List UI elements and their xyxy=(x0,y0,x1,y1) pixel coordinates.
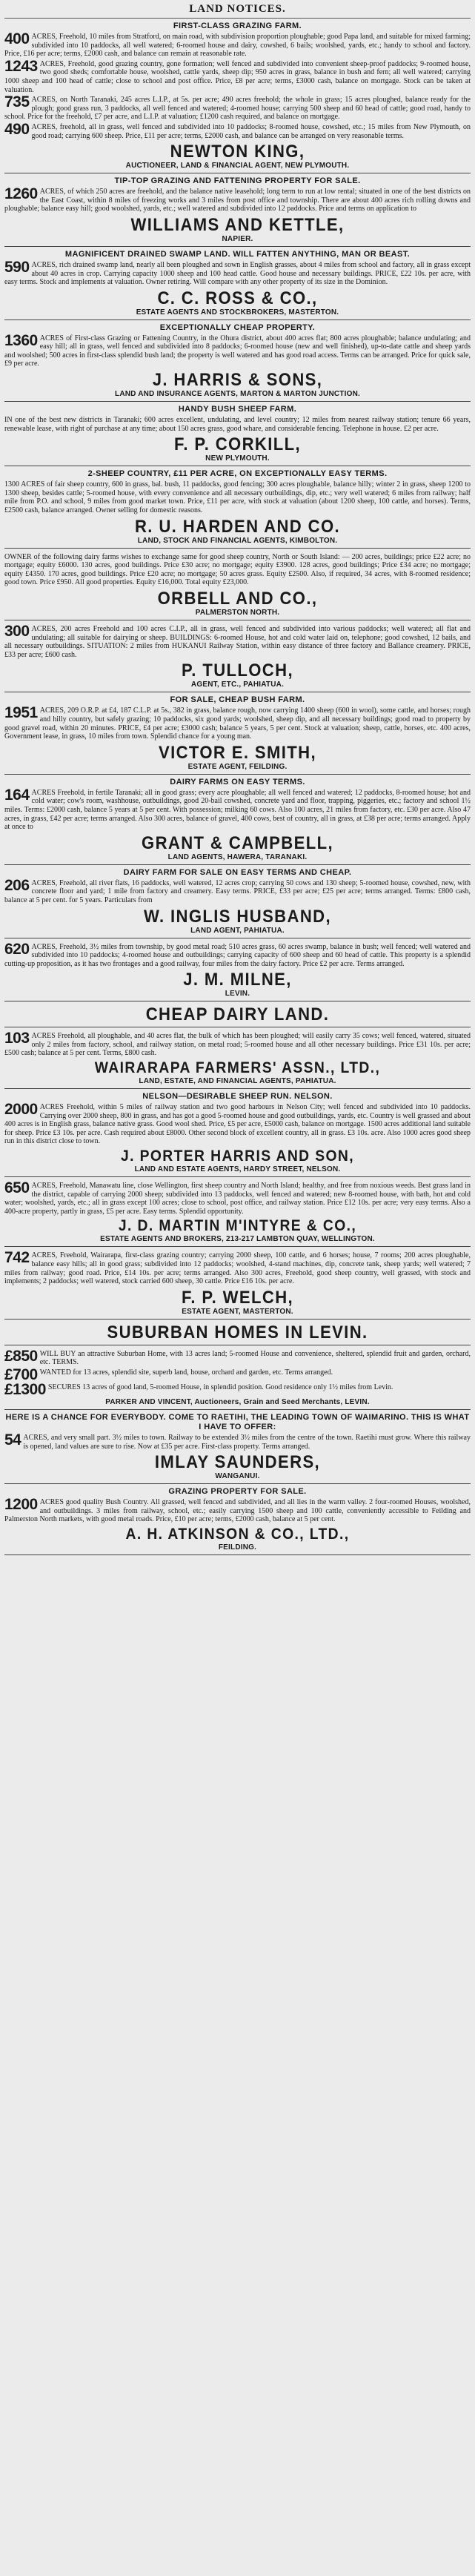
listing-text: ACRES good quality Bush Country. All grassed, well fenced and subdivided, and all lies in the warm valley. 2 four-roomed Houses, woolshed, and outbuildings. 3 miles from railway, school, etc.; easily carrying 1500 sheep and 100 cattle, conveniently accessible to Feilding and Palmerston North markets, with good metal roads. Price, £10 per acre; terms, £2000 cash, balance at 5 per cent. xyxy=(4,1498,471,1524)
advertisement xyxy=(4,1321,471,1345)
agent-name: F. P. CORKILL, xyxy=(173,434,302,455)
listing-text: ACRES of First-class Grazing or Fattening Country, in the Ohura district, about 400 acres flat; 800 acres ploughable; balance undulating; and easy hill; all in grass, well fenced and subdivided into 8 paddocks; 6-roomed house (new and well finished), up-to-date cattle and sheep yards and woolshed; 500 acres in first-class splendid bush land; the property is well watered and has good road access. Terms can be arranged. Price for quick sale, £9 per acre. xyxy=(4,334,471,368)
listing-acreage: 1260 xyxy=(4,185,38,203)
listing-acreage: 742 xyxy=(4,1249,30,1267)
listing-text: ACRES, Freehold, 10 miles from Stratford, on main road, with subdivision proportion ploughable; good Papa land, and suitable for mixed farming; subdivided into 10 paddocks, all well watered; 6-roomed house and dairy, cowshed, 6 bails; woolshed, yards, etc.; handy to school and factory. Price, £16 per acre; terms, £2000 cash, and balance can remain at reasonable rate. xyxy=(4,33,471,59)
agent-address: AUCTIONEER, LAND & FINANCIAL AGENT, NEW PLYMOUTH. xyxy=(125,162,350,170)
listing-acreage: 300 xyxy=(4,623,30,640)
listing-acreage: £700 xyxy=(4,1365,38,1383)
section-masthead: LAND NOTICES. xyxy=(4,3,471,19)
advertisement xyxy=(4,1248,471,1319)
ad-heading: DAIRY FARMS ON EASY TERMS. xyxy=(170,777,305,787)
advertisement xyxy=(4,1179,471,1247)
advertisement xyxy=(4,776,471,865)
listing-text: ACRES, and very small part. 3½ miles to town. Railway to be extended 3½ miles from the centre of the town. Raetihi must grow. Where this railway is opened, land values are sure to rise. Now at £35 per acre. First-class property. Terms arranged. xyxy=(23,1433,471,1451)
ad-heading: FIRST-CLASS GRAZING FARM. xyxy=(173,21,302,30)
advertisement xyxy=(4,1003,471,1027)
listing-entry xyxy=(4,185,471,213)
listing-entry xyxy=(4,480,471,514)
agent-name: WILLIAMS AND KETTLE, xyxy=(130,214,345,235)
listing-acreage: 164 xyxy=(4,786,30,804)
ad-heading: TIP-TOP GRAZING AND FATTENING PROPERTY FOR SALE. xyxy=(114,176,361,186)
listing-acreage: 206 xyxy=(4,876,30,894)
agent-name: IMLAY SAUNDERS, xyxy=(154,1452,321,1473)
advertisement xyxy=(4,468,471,548)
listing-acreage: 400 xyxy=(4,30,30,47)
listing-acreage: 590 xyxy=(4,258,30,276)
listing-text: ACRES, on North Taranaki, 245 acres L.I.P., at 5s. per acre; 490 acres freehold; the whole in grass; 15 acres ploughed, balance ready for the plough; good grass run, 3 paddocks, all well fenced and watered; 4-roomed house; carrying 500 sheep and 60 head of cattle; good road, handy to school. Price for the freehold, £7 per acre, and L.I.P. at valuation; £1200 cash required, and balance on mortgage. xyxy=(4,96,471,122)
listing-text: ACRES, of which 250 acres are freehold, and the balance native leasehold; long term to run at low rental; situated in one of the best districts on the East Coast, within 8 miles of freezing works and 3 miles from post office and township. There are about 400 acres rich rolling downs and ploughable; balance easy hill; good woolshed, yards, etc.; well watered and subdivided into 12 paddocks. Price and terms on application to xyxy=(4,188,471,213)
agent-name: GRANT & CAMPBELL, xyxy=(142,832,333,853)
agent-address: ESTATE AGENT, MASTERTON. xyxy=(182,1307,293,1316)
listing-acreage: 490 xyxy=(4,120,30,138)
agent-address: LAND, STOCK AND FINANCIAL AGENTS, KIMBOLTON. xyxy=(137,536,338,545)
agent-address: ESTATE AGENTS AND BROKERS, 213-217 LAMBTON QUAY, WELLINGTON. xyxy=(100,1235,375,1244)
advertisement xyxy=(4,867,471,938)
agent-name: WAIRARAPA FARMERS' ASSN., LTD., xyxy=(94,1059,381,1077)
advertisement-column xyxy=(4,20,471,1555)
agent-name: R. U. HARDEN AND CO. xyxy=(134,516,341,537)
agent-name: J. M. MILNE, xyxy=(183,970,292,990)
ad-heading: NELSON—DESIRABLE SHEEP RUN. NELSON. xyxy=(142,1092,333,1102)
agent-name: J. PORTER HARRIS AND SON, xyxy=(120,1148,355,1165)
listing-text: WILL BUY an attractive Suburban Home, with 13 acres land; 5-roomed House and convenience, sheltered, splendid fruit and garden, orchard, etc. TERMS. xyxy=(39,1349,471,1367)
advertisement xyxy=(4,248,471,320)
listing-entry xyxy=(4,57,471,94)
advertisement xyxy=(4,20,471,173)
ad-heading: HANDY BUSH SHEEP FARM. xyxy=(178,405,297,414)
advertisement xyxy=(4,1411,471,1484)
agent-address: WANGANUI. xyxy=(215,1472,260,1481)
agent-name: C. C. ROSS & CO., xyxy=(157,288,318,308)
listing-entry xyxy=(4,553,471,587)
agent-name: F. P. WELCH, xyxy=(181,1287,294,1308)
listing-text: ACRES, Freehold, 3½ miles from township, by good metal road; 510 acres grass, 60 acres swamp, balance in bush; well fenced; well watered and subdivided into 10 paddocks; 4-roomed house and outbuildings; carrying capacity of 600 sheep and 60 head of cattle. This property is a splendid cutting-up proposition, as it has two frontages and a good railway, four miles from the dairy factory. Price £2 per acre. Terms arranged. xyxy=(4,942,471,968)
ad-heading: MAGNIFICENT DRAINED SWAMP LAND. WILL FATTEN ANYTHING, MAN OR BEAST. xyxy=(64,249,411,259)
listing-acreage: 54 xyxy=(4,1431,21,1448)
listing-entry xyxy=(4,876,471,905)
agent-name: VICTOR E. SMITH, xyxy=(158,742,317,763)
agent-name: CHEAP DAIRY LAND. xyxy=(145,1004,330,1025)
listing-acreage: 2000 xyxy=(4,1101,38,1119)
listing-entry xyxy=(4,1380,471,1398)
listing-entry xyxy=(4,786,471,832)
ad-heading: FOR SALE, CHEAP BUSH FARM. xyxy=(170,695,305,705)
agent-address: LAND AND INSURANCE AGENTS, MARTON & MARTON JUNCTION. xyxy=(115,390,360,399)
listing-entry xyxy=(4,30,471,59)
listing-text: ACRES, 209 O.R.P. at £4, 187 C.L.P. at 5s., 382 in grass, balance rough, now carrying 1400 sheep (600 in wool), some cattle, and horses; rough and hilly country, but safely grazing; 10 paddocks, six good yards; woolshed, sheep dip, and all necessary buildings; good road to property by good gravel road, within 20 minutes. PRICE, £4 per acre; £3000 cash; balance 5 years, 5 per cent. Stock at valuation; sheep, cattle, horses, etc. 400 acres, Government lease, in grass, 10 miles from town. Splendid chance for a young man. xyxy=(4,706,471,741)
listing-text: ACRES, rich drained swamp land, nearly all been ploughed and sown in English grasses, about 4 miles from school and factory, all in grass except about 40 acres in crop. Carrying capacity 1000 sheep and 100 head cattle. Good house and necessary buildings. PRICE, £22 10s. per acre, with easy terms. Stock and implements at valuation. Owner retiring. Will compare with any other property of its size in the Dominion. xyxy=(4,260,471,287)
agent-name: SUBURBAN HOMES IN LEVIN. xyxy=(107,1322,368,1342)
agent-name: J. HARRIS & SONS, xyxy=(152,370,323,391)
listing-acreage: 1951 xyxy=(4,704,38,722)
advertisement xyxy=(4,1090,471,1177)
listing-text: WANTED for 13 acres, splendid site, superb land, house, orchard and garden, etc. Terms arranged. xyxy=(39,1368,333,1377)
listing-acreage: 1200 xyxy=(4,1496,38,1514)
listing-entry xyxy=(4,258,471,287)
agent-name: W. INGLIS HUSBAND, xyxy=(143,906,331,927)
listing-text: ACRES Freehold, within 5 miles of railway station and two good harbours in Nelson City; well fenced and subdivided into 10 paddocks. Carrying over 2000 sheep, 800 in grass, and has got a good 5-roomed house and good outbuildings, yards, etc. Country is well grassed and about 400 acres is in English grass, balance native grass. Good wool shed. Price, £5 per acre, £5000 cash, balance on mortgage. 1500 acres additional land suitable for sheep. Price £3 10s. per acre. Cash required about £8000. Other second block of excellent country, all in grass. £3 10s. acre. Also 1000 acres good sheep run in this district close to town. xyxy=(4,1103,471,1146)
listing-acreage: 650 xyxy=(4,1179,30,1197)
listing-acreage: 103 xyxy=(4,1030,30,1047)
listing-entry xyxy=(4,331,471,368)
agent-address: FEILDING. xyxy=(218,1543,257,1552)
listing-entry xyxy=(4,1347,471,1367)
agent-name: A. H. ATKINSON & CO., LTD., xyxy=(125,1525,350,1543)
advertisement xyxy=(4,403,471,466)
listing-text: ACRES, Freehold, Manawatu line, close Wellington, first sheep country and North Island; healthy, and free from noxious weeds. Best grass land in the district, capable of carrying 2000 sheep; subdivided into 13 paddocks, well fenced and watered; new 8-roomed house, with bath, hot and cold water; woolshed, yards, etc.; all in grass except 100 acres; close to school, post office, and railway station. Price £12 10s. per acre; very easy terms. Also a 400-acre property, partly in grass, £5 per acre. Easy terms. Splendid opportunity. xyxy=(4,1182,471,1216)
listing-acreage: 1243 xyxy=(4,57,38,75)
listing-entry xyxy=(4,1103,471,1146)
listing-text: ACRES, Freehold, all river flats, 16 paddocks, well watered, 12 acres crop; carrying 50 cows and 130 sheep; 5-roomed house, cowshed, new, with concrete floor and yard; 1 mile from factory and creamery. Easy terms. PRICE, £33 per acre; £25 per acre; terms arranged. Terms: £800 cash, balance at 5 per cent. for 5 years. Particulars from xyxy=(4,878,471,904)
listing-text: ACRES, freehold, all in grass, well fenced and subdivided into 10 paddocks; 8-roomed house, cowshed, etc.; 15 miles from New Plymouth, on good road; carrying 600 sheep. Price, £11 per acre; terms, £2000 cash, and balance can be arranged on very reasonable terms. xyxy=(31,122,471,140)
advertisement xyxy=(4,1029,471,1089)
advertisement xyxy=(4,550,471,620)
listing-text: OWNER of the following dairy farms wishes to exchange same for good sheep country, North or South Island: — 200 acres, buildings; price £22 acre; no mortgage; equity £6000. 130 acres, good buildings. Price £30 acre; no mortgage; equity £3900. 128 acres, good buildings; Price £34 acre; no mortgage; equity £4350. 170 acres, good buildings. Price £20 acre; no mortgage; 50 acres grass. Equity £2500. Also, if required, 34 acres, with 8-roomed residence; good town. Price £950. All good properties. Equity £16,000. Total equity £23,000. xyxy=(4,552,471,587)
listing-text: ACRES Freehold, in fertile Taranaki; all in good grass; every acre ploughable; all well fenced and watered; 12 paddocks, 8-roomed house; hot and cold water; cow's room, washhouse, outbuildings, good 20-bail cowshed, concrete yard and floor, trapping, piggeries, etc.; factory and school 1½ miles. Terms: £2000 cash, balance 5 years at 5 per cent. With possession; milking 60 cows. Also 100 acres, 21 miles from factory, etc. £30 per acre. Also 47 acres, in grass, £42 per acre; terms arranged. Also 300 acres, balance of gravel, 400 cows, best of country, all in grass, at £38 per acre; terms arranged. Apply at once to xyxy=(4,788,471,832)
agent-address: AGENT, ETC., PAHIATUA. xyxy=(190,681,285,689)
listing-acreage: 735 xyxy=(4,93,30,111)
listing-text: SECURES 13 acres of good land, 5-roomed House, in splendid position. Good residence only 1½ miles from Levin. xyxy=(47,1383,393,1391)
listing-text: 1300 ACRES of fair sheep country, 600 in grass, bal. bush, 11 paddocks, good fencing; 300 acres ploughable, balance hilly; winter 2 in grass, sheep 1200 to 1300 sheep, besides cattle; 5-roomed house, with every convenience and all necessary outbuildings, dip, etc.; very well watered; 6 miles from railway; half mile from P.O. and school, 9 miles from good market town. Price, £11 per acre, with stock at valuation (about 1200 sheep, 100 cattle, and horses). Terms, £2500 cash, balance arranged. Owner selling for domestic reasons. xyxy=(4,480,471,515)
agent-address: LAND AGENTS, HAWERA, TARANAKI. xyxy=(167,852,308,861)
listing-entry xyxy=(4,416,471,433)
listing-acreage: £1300 xyxy=(4,1380,46,1398)
listing-text: IN one of the best new districts in Taranaki; 600 acres excellent, undulating, and level country; 12 miles from nearest railway station; tenure 66 years, renewable lease, with right of purchase at any time; about 150 acres grass, good whare, and considerable fencing. Telephone in house. £2 per acre. xyxy=(4,416,471,433)
advertisement xyxy=(4,322,471,402)
listing-entry xyxy=(4,1179,471,1216)
advertisement xyxy=(4,175,471,247)
agent-address: NEW PLYMOUTH. xyxy=(205,454,270,463)
listing-entry xyxy=(4,1032,471,1058)
agent-address: PARKER AND VINCENT, Auctioneers, Grain and Seed Merchants, LEVIN. xyxy=(105,1397,370,1406)
listing-acreage: 1360 xyxy=(4,331,38,349)
agent-address: NAPIER. xyxy=(222,234,253,243)
advertisement xyxy=(4,1486,471,1555)
advertisement xyxy=(4,940,471,1002)
listing-entry xyxy=(4,1251,471,1285)
agent-address: LAND AGENT, PAHIATUA. xyxy=(190,926,285,935)
agent-address: PALMERSTON NORTH. xyxy=(195,609,280,617)
listing-text: ACRES, 200 acres Freehold and 100 acres C.I.P., all in grass, well fenced and subdivided into various paddocks; well watered; all flat and undulating; all suitable for dairying or sheep. BUILDINGS: 6-roomed House, hot and cold water laid on, telephone; good cowshed, 12 bails, and all necessary outbuildings. SITUATION: 2 miles from HUKANUI Railway Station, within easy distance of three factory and Ballance creamery. PRICE, £33 per acre; £600 cash. xyxy=(4,625,471,659)
advertisement xyxy=(4,1347,471,1410)
listing-acreage: £850 xyxy=(4,1347,38,1365)
listing-entry xyxy=(4,1431,471,1451)
ad-heading: DAIRY FARM FOR SALE ON EASY TERMS AND CHEAP. xyxy=(123,867,352,877)
agent-name: ORBELL AND CO., xyxy=(157,589,318,609)
listing-text: ACRES, Freehold, good grazing country, gone formation; well fenced and subdivided into convenient sheep-proof paddocks; 9-roomed house, two good sheds; comfortable house, woolshed, cattle yards, sheep dip; 950 acres in grass, balance in bush and fern; all well watered; carrying 1000 sheep and 100 head of cattle; close to school and post office. Price, £8 per acre; terms, £3000 cash, balance on mortgage. Stock can be taken at valuation. xyxy=(4,59,471,94)
agent-address: ESTATE AGENT, FEILDING. xyxy=(187,762,288,771)
agent-address: LEVIN. xyxy=(225,990,250,999)
listing-text: ACRES, Freehold, Wairarapa, first-class grazing country; carrying 2000 sheep, 100 cattle, and 6 horses; house, 7 rooms; 200 acres ploughable, balance easy hills; all in good grass; subdivided into 12 paddocks; woolshed, 4-stand machines, dip, concrete tank, sheep yards; well watered; 7 miles from railway; good road. Price, £14 10s. per acre; terms arranged. Also 300 acres, Freehold, good sheep country, well grassed, with stock and implements; 2 paddocks; well watered, stock carried 600 sheep, 30 cattle. Price £16 10s. per acre. xyxy=(4,1251,471,1286)
ad-heading: EXCEPTIONALLY CHEAP PROPERTY. xyxy=(159,322,316,332)
agent-name: P. TULLOCH, xyxy=(182,660,293,681)
listing-entry xyxy=(4,940,471,969)
advertisement xyxy=(4,694,471,774)
agent-address: ESTATE AGENTS AND STOCKBROKERS, MASTERTON. xyxy=(136,308,339,317)
listing-entry xyxy=(4,93,471,122)
listing-entry xyxy=(4,706,471,741)
advertisement xyxy=(4,622,471,692)
listing-entry xyxy=(4,625,471,659)
agent-address: LAND AND ESTATE AGENTS, HARDY STREET, NELSON. xyxy=(134,1165,341,1174)
listing-entry xyxy=(4,1365,471,1383)
listing-entry xyxy=(4,1498,471,1524)
agent-address: LAND, ESTATE, AND FINANCIAL AGENTS, PAHIATUA. xyxy=(139,1077,336,1086)
listing-acreage: 620 xyxy=(4,940,30,958)
ad-heading: 2-SHEEP COUNTRY, £11 PER ACRE, ON EXCEPTIONALLY EASY TERMS. xyxy=(87,469,388,479)
listing-entry xyxy=(4,120,471,140)
listing-text: ACRES Freehold, all ploughable, and 40 acres flat, the bulk of which has been ploughed; will easily carry 35 cows; well fenced, watered, situated only 2 miles from factory, school, and railway station, on metal road; 5-roomed house and all other necessary buildings. Price £31 10s. per acre; £500 cash; balance at 5 per cent. Terms, £800 cash. xyxy=(4,1032,471,1058)
agent-name: J. D. MARTIN M'INTYRE & CO., xyxy=(118,1217,357,1235)
ad-heading: HERE IS A CHANCE FOR EVERYBODY. COME TO RAETIHI, THE LEADING TOWN OF WAIMARINO. THIS IS WHAT I HAVE TO OFFER: xyxy=(5,1412,470,1431)
agent-name: NEWTON KING, xyxy=(170,142,305,162)
ad-heading: GRAZING PROPERTY FOR SALE. xyxy=(168,1487,307,1497)
